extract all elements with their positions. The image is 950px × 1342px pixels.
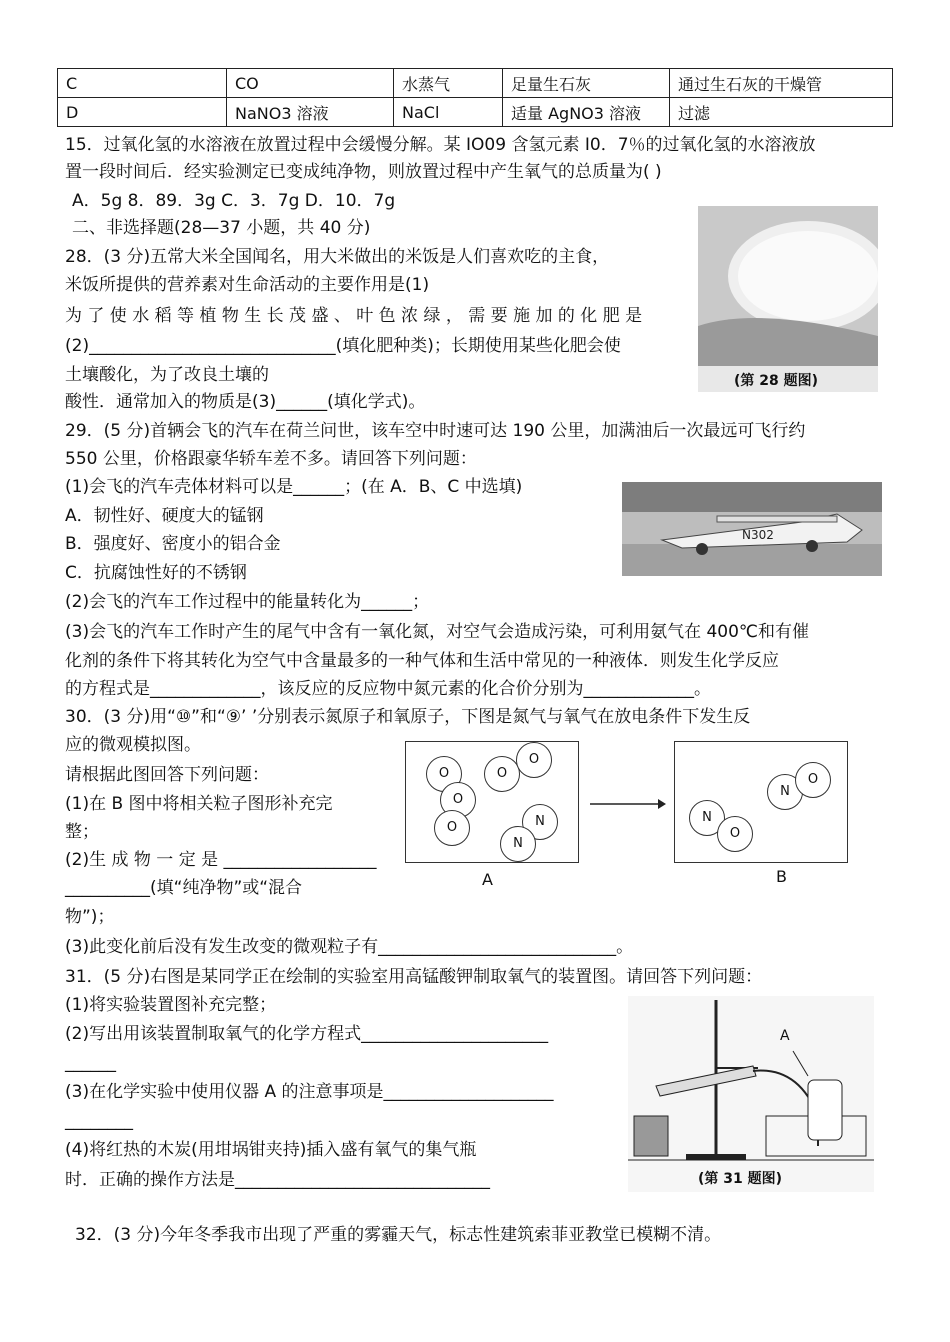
table-row	[58, 98, 893, 127]
table-cell: D	[58, 98, 227, 127]
table-cell: C	[58, 69, 227, 98]
flying-car-image	[622, 482, 882, 576]
table-cell: NaNO3 溶液	[227, 98, 394, 127]
q15-line: 置一段时间后．经实验测定已变成纯净物，则放置过程中产生氧气的总质量为( )	[65, 162, 662, 182]
apparatus-image	[628, 996, 874, 1192]
rice-image	[698, 206, 878, 392]
q29-line: 550 公里，价格跟豪华轿车差不多。请回答下列问题：	[65, 449, 477, 469]
q29-line: (2)会飞的汽车工作过程中的能量转化为______；	[65, 592, 430, 612]
q29-option: B．强度好、密度小的铝合金	[65, 534, 281, 554]
molecule-atom: O	[516, 742, 552, 778]
molecule-atom: O	[717, 816, 753, 852]
table-cell: CO	[227, 69, 394, 98]
q29-line: (3)会飞的汽车工作时产生的尾气中含有一氧化氮，对空气会造成污染，可利用氨气在 400℃和有催	[65, 622, 810, 642]
table-cell: 通过生石灰的干燥管	[670, 69, 893, 98]
q28-line: (2)_____________________________(填化肥种类)；长期使用某些化肥会使	[65, 336, 621, 356]
section-heading: 二、非选择题(28—37 小题，共 40 分)	[72, 218, 371, 238]
q29-option: C．抗腐蚀性好的不锈钢	[65, 563, 247, 583]
q30-line: (1)在 B 图中将相关粒子图形补充完	[65, 794, 333, 814]
fig-caption: (第 28 题图)	[734, 373, 819, 389]
q15-options: A．5g 8．89．3g C．3．7g D．10．7g	[72, 191, 396, 211]
q28-line: 为 了 使 水 稻 等 植 物 生 长 茂 盛 、 叶 色 浓 绿 ， 需 要 施 加 的 化 肥 是	[65, 306, 643, 326]
rice-drawing	[698, 206, 878, 392]
q32-line: 32．(3 分)今年冬季我市出现了严重的雾霾天气，标志性建筑索菲亚教堂已模糊不清。	[75, 1225, 722, 1245]
diagram-box-a	[405, 741, 579, 863]
table-cell: 足量生石灰	[503, 69, 670, 98]
table-cell: NaCl	[394, 98, 503, 127]
q31-line: 31．(5 分)右图是某同学正在绘制的实验室用高锰酸钾制取氧气的装置图。请回答下列问题：	[65, 967, 763, 987]
q29-line: (1)会飞的汽车壳体材料可以是______；(在 A．B、C 中选填)	[65, 477, 523, 497]
table-cell: 适量 AgNO3 溶液	[503, 98, 670, 127]
q15-line: 15．过氧化氢的水溶液在放置过程中会缓慢分解。某 IO09 含氢元素 I0．7％的过氧化氢的水溶液放	[65, 135, 816, 155]
q28-line: 土壤酸化，为了改良土壤的	[65, 365, 269, 385]
molecule-atom: O	[484, 756, 520, 792]
table-cell: 水蒸气	[394, 69, 503, 98]
flying-car-drawing	[622, 482, 882, 576]
q29-line: 的方程式是_____________，该反应的反应物中氮元素的化合价分别为_____________。	[65, 679, 711, 699]
molecule-atom: O	[440, 782, 476, 818]
q31-line: (4)将红热的木炭(用坩埚钳夹持)插入盛有氧气的集气瓶	[65, 1140, 477, 1160]
apparatus-label-a: A	[780, 1028, 790, 1044]
q30-line: 30．(3 分)用“⑩”和“⑨’ ’分别表示氮原子和氧原子，下图是氮气与氧气在放电条件下发生反	[65, 707, 751, 727]
diagram-label-b: B	[776, 867, 787, 886]
reaction-arrow-icon	[588, 796, 668, 812]
molecule-atom: N	[522, 804, 558, 840]
q29-line: 29．(5 分)首辆会飞的汽车在荷兰问世，该车空中时速可达 190 公里，加满油后一次最远可飞行约	[65, 421, 806, 441]
apparatus-drawing	[628, 996, 874, 1192]
molecule-atom: O	[426, 756, 462, 792]
q29-line: 化剂的条件下将其转化为空气中含量最多的一种气体和生活中常见的一种液体．则发生化学反应	[65, 651, 779, 671]
q30-line: 整；	[65, 822, 99, 842]
diagram-box-b	[674, 741, 848, 863]
q29-option: A．韧性好、硬度大的锰钢	[65, 506, 264, 526]
molecule-atom: N	[689, 800, 725, 836]
diagram-label-a: A	[482, 870, 493, 889]
q30-line: 物”)；	[65, 907, 115, 927]
fig-caption: (第 31 题图)	[698, 1171, 783, 1187]
q30-line: 应的微观模拟图。	[65, 735, 201, 755]
q30-line: __________(填“纯净物”或“混合	[65, 878, 303, 898]
plane-registration: N302	[742, 528, 774, 542]
molecule-atom: N	[767, 774, 803, 810]
q30-line: (3)此变化前后没有发生改变的微观粒子有____________________________。	[65, 937, 634, 957]
molecule-atom: N	[500, 826, 536, 862]
q30-line: (2)生 成 物 一 定 是 __________________	[65, 850, 377, 870]
q28-line: 28．(3 分)五常大米全国闻名，用大米做出的米饭是人们喜欢吃的主食，	[65, 247, 610, 267]
q31-line: 时．正确的操作方法是______________________________	[65, 1170, 490, 1190]
molecule-atom: O	[434, 810, 470, 846]
q31-line: (1)将实验装置图补充完整；	[65, 995, 277, 1015]
table-row	[58, 69, 893, 98]
q28-line: 酸性．通常加入的物质是(3)______(填化学式)。	[65, 392, 426, 412]
q30-line: 请根据此图回答下列问题：	[65, 765, 269, 785]
reagent-table	[57, 68, 893, 127]
q31-line: ______	[65, 1053, 116, 1073]
q31-line: ________	[65, 1111, 133, 1131]
molecule-atom: O	[795, 762, 831, 798]
table-cell: 过滤	[670, 98, 893, 127]
q31-line: (3)在化学实验中使用仪器 A 的注意事项是____________________	[65, 1082, 554, 1102]
q28-line: 米饭所提供的营养素对生命活动的主要作用是(1)	[65, 275, 430, 295]
q31-line: (2)写出用该装置制取氧气的化学方程式______________________	[65, 1024, 549, 1044]
